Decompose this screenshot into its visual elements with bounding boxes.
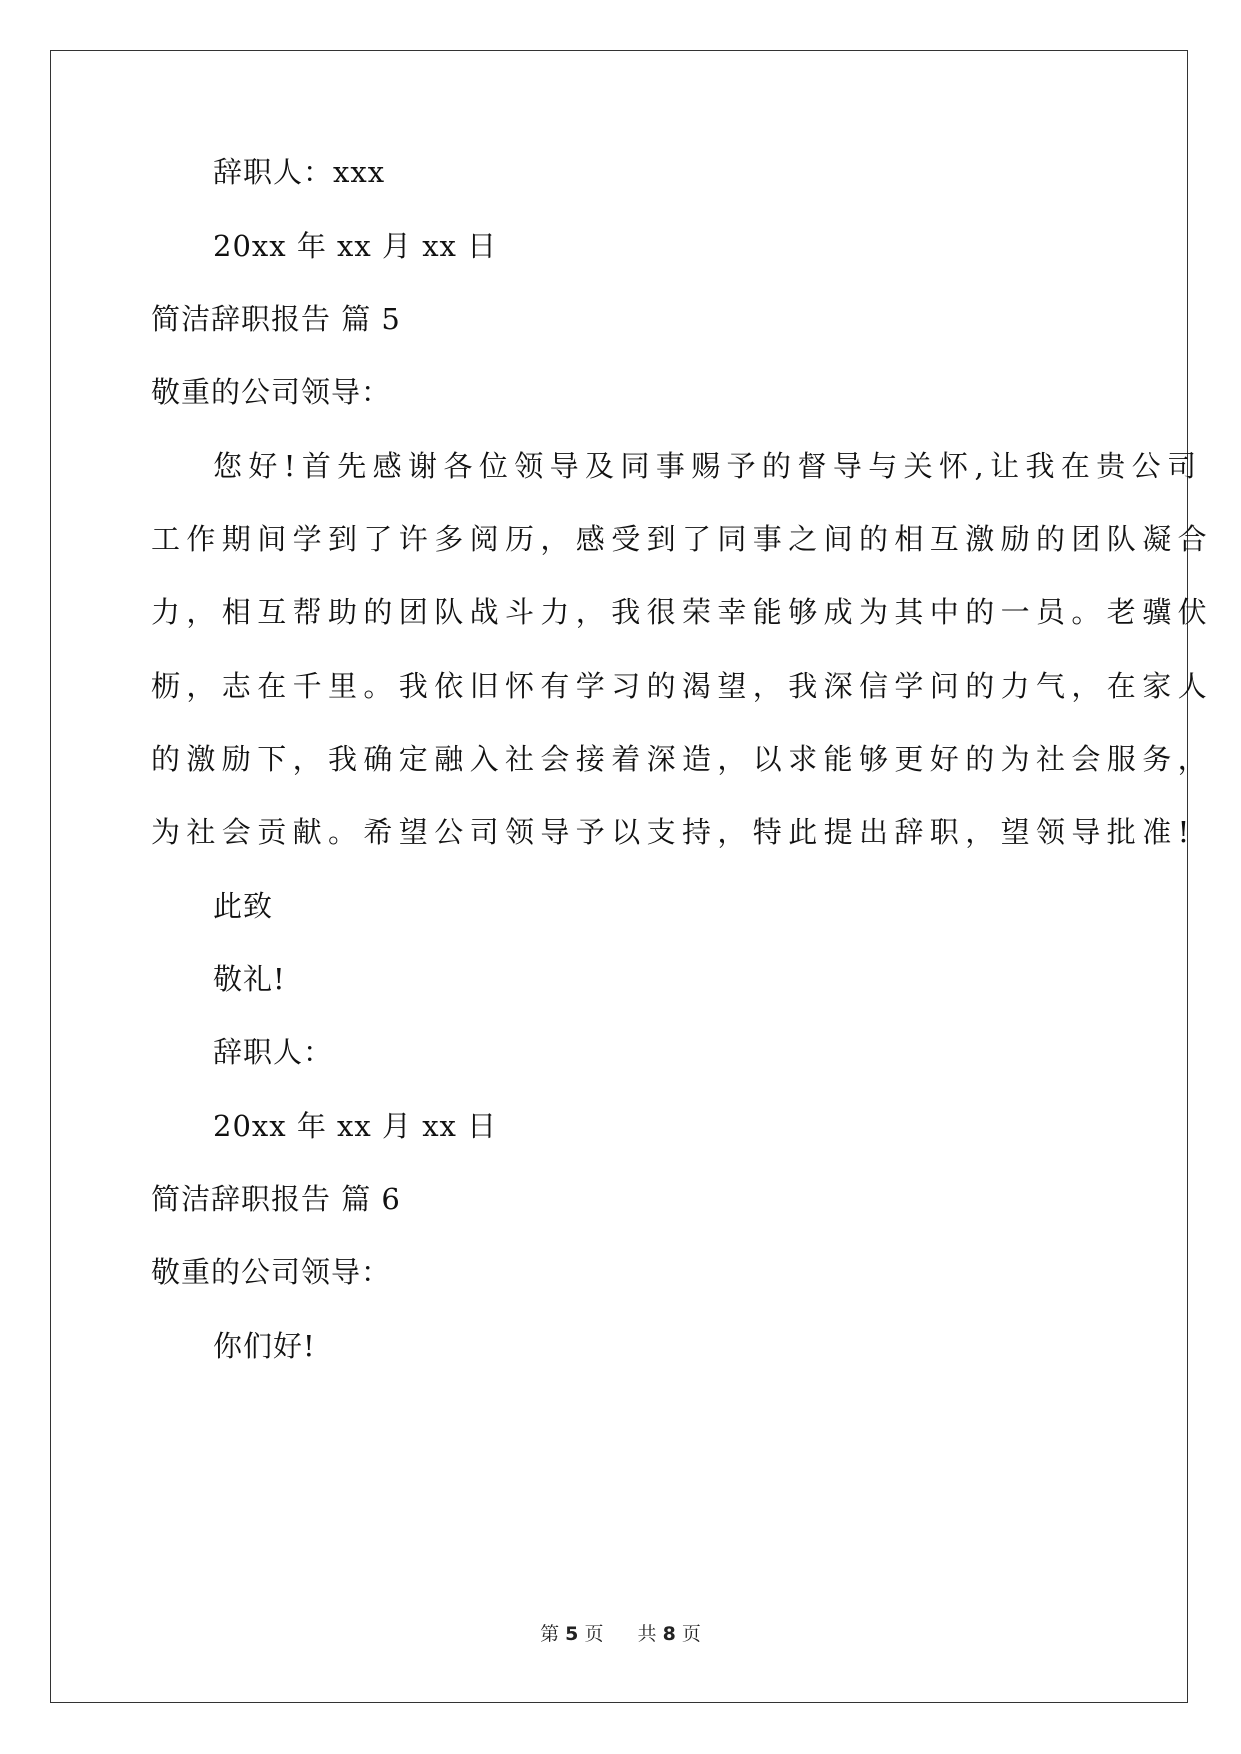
paragraph-line: 您好!首先感谢各位领导及同事赐予的督导与关怀,让我在贵公司 <box>213 449 1203 483</box>
paragraph-line: 工作期间学到了许多阅历，感受到了同事之间的相互激励的团队凝合 <box>151 522 1214 556</box>
paragraph-line: 的激励下，我确定融入社会接着深造，以求能够更好的为社会服务， <box>151 742 1214 776</box>
salutation-line: 敬重的公司领导： <box>151 375 392 409</box>
total-page-number: 8 <box>662 1623 676 1645</box>
current-page-number: 5 <box>565 1623 579 1645</box>
signature-line: 辞职人： <box>213 1035 334 1069</box>
salutation-line: 敬重的公司领导： <box>151 1255 392 1289</box>
footer-total-suffix: 页 <box>681 1623 701 1645</box>
greeting-line: 你们好! <box>213 1329 316 1363</box>
date-line: 20xx 年 xx 月 xx 日 <box>213 1109 498 1143</box>
regards-line: 敬礼! <box>213 962 286 996</box>
paragraph-line: 为社会贡献。希望公司领导予以支持，特此提出辞职，望领导批准! <box>151 815 1196 849</box>
date-line: 20xx 年 xx 月 xx 日 <box>213 229 498 263</box>
page-footer <box>0 1621 1241 1647</box>
section-heading-6: 简洁辞职报告 篇 6 <box>151 1182 401 1216</box>
paragraph-line: 枥，志在千里。我依旧怀有学习的渴望，我深信学问的力气，在家人 <box>151 669 1214 703</box>
page-border <box>50 50 1188 1703</box>
section-heading-5: 简洁辞职报告 篇 5 <box>151 302 401 336</box>
paragraph-line: 力，相互帮助的团队战斗力，我很荣幸能够成为其中的一员。老骥伏 <box>151 595 1214 629</box>
footer-page-suffix: 页 <box>584 1623 604 1645</box>
closing-line: 此致 <box>213 889 274 923</box>
footer-prefix: 第 <box>540 1623 560 1645</box>
signature-line: 辞职人：xxx <box>213 155 386 189</box>
footer-total-prefix: 共 <box>637 1623 657 1645</box>
